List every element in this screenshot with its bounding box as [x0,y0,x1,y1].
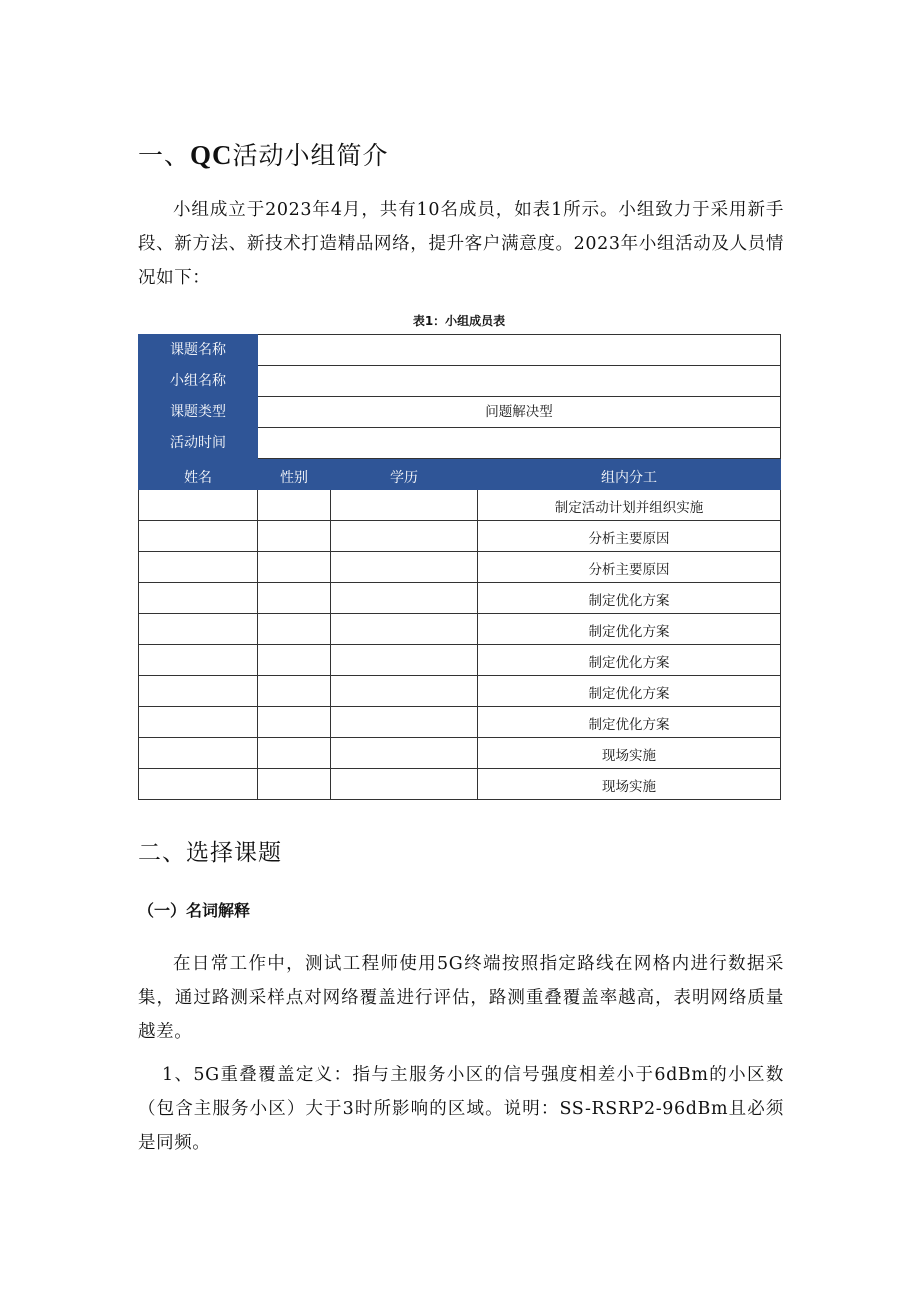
table-cell [258,676,331,707]
table-cell [258,645,331,676]
table-cell [331,645,478,676]
info-label: 活动时间 [139,428,258,459]
table-cell [139,769,258,800]
info-row [139,366,781,397]
table-row [139,490,781,521]
table-cell [331,490,478,521]
table-cell [258,552,331,583]
table-cell [139,645,258,676]
section2-heading: 二、选择课题 [138,840,282,866]
members-table [138,334,781,800]
section1-qc: QC [190,140,233,170]
column-header: 姓名 [139,459,258,490]
table-cell: 制定优化方案 [478,583,781,614]
section2-paragraph2: 1、5G重叠覆盖定义：指与主服务小区的信号强度相差小于6dBm的小区数（包含主服务小区）大于3时所影响的区域。说明：SS-RSRP2-96dBm且必须是同频。 [138,1065,784,1153]
table-cell: 分析主要原因 [478,521,781,552]
table-cell [139,614,258,645]
table-cell [139,490,258,521]
info-value [258,366,781,397]
table-cell: 制定优化方案 [478,707,781,738]
table-row [139,552,781,583]
section1-title: 活动小组简介 [232,141,389,170]
table-row [139,645,781,676]
column-header: 性别 [258,459,331,490]
table-cell [331,707,478,738]
table-cell [258,583,331,614]
table-cell [331,583,478,614]
table-cell [258,738,331,769]
table-cell: 现场实施 [478,738,781,769]
table-row [139,583,781,614]
subsection1-heading: （一）名词解释 [138,901,251,920]
table-cell: 分析主要原因 [478,552,781,583]
table-caption: 表1：小组成员表 [412,314,506,328]
info-value [258,428,781,459]
table-cell [331,676,478,707]
table-cell: 制定优化方案 [478,614,781,645]
column-header: 组内分工 [478,459,781,490]
info-row [139,428,781,459]
table-row [139,614,781,645]
table-cell [258,490,331,521]
table-row [139,521,781,552]
table-cell [258,707,331,738]
table-cell [139,521,258,552]
table-cell: 制定优化方案 [478,645,781,676]
table-cell [258,769,331,800]
table-cell [258,614,331,645]
table-cell [139,552,258,583]
info-row [139,335,781,366]
table-cell [331,769,478,800]
table-cell [258,521,331,552]
table-row [139,676,781,707]
table-row [139,707,781,738]
section1-prefix: 一、 [138,141,191,170]
table-cell [139,676,258,707]
table-cell [331,738,478,769]
table-row [139,769,781,800]
info-row [139,397,781,428]
info-value [258,335,781,366]
table-cell [331,614,478,645]
table-cell: 现场实施 [478,769,781,800]
info-label: 课题类型 [139,397,258,428]
info-label: 课题名称 [139,335,258,366]
table-cell [139,583,258,614]
table-cell: 制定活动计划并组织实施 [478,490,781,521]
table-cell [139,707,258,738]
table-cell [139,738,258,769]
table-row [139,738,781,769]
column-header-row [139,459,781,490]
section2-paragraph1: 在日常工作中，测试工程师使用5G终端按照指定路线在网格内进行数据采集，通过路测采样点对网络覆盖进行评估，路测重叠覆盖率越高，表明网络质量越差。 [138,954,784,1042]
info-value: 问题解决型 [258,397,781,428]
section1-paragraph: 小组成立于2023年4月，共有10名成员，如表1所示。小组致力于采用新手段、新方法、新技术打造精品网络，提升客户满意度。2023年小组活动及人员情况如下： [138,200,784,288]
section1-heading [138,138,389,173]
table-cell [331,552,478,583]
table-cell: 制定优化方案 [478,676,781,707]
column-header: 学历 [331,459,478,490]
info-label: 小组名称 [139,366,258,397]
table-cell [331,521,478,552]
